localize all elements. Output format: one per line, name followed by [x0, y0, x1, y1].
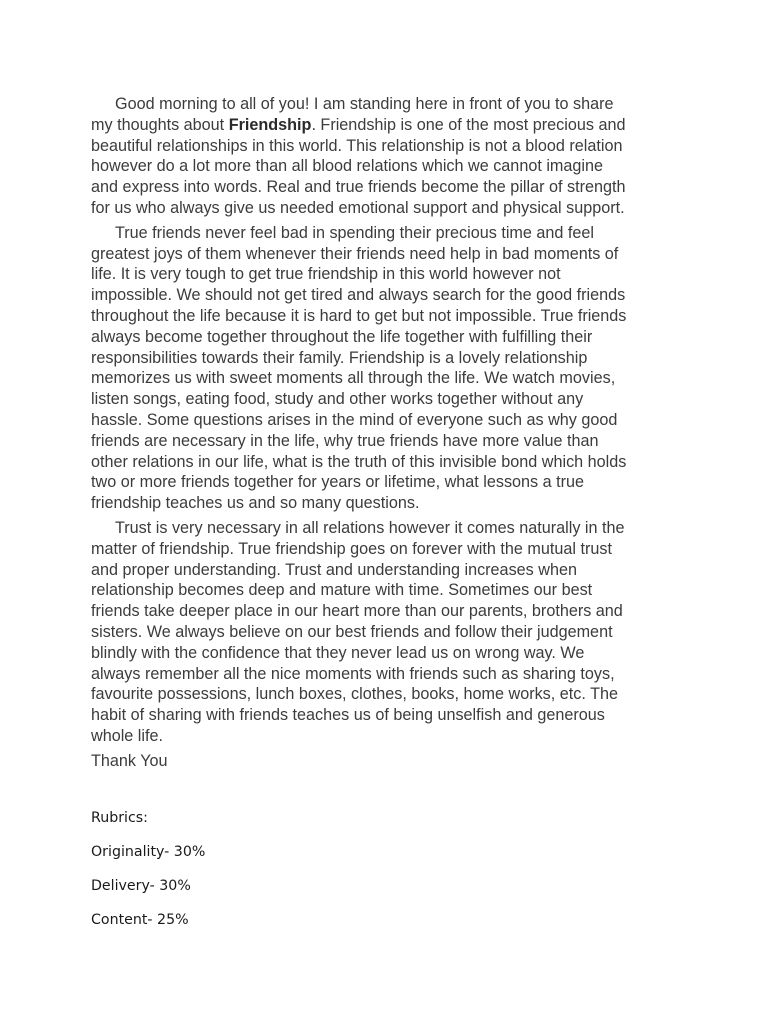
paragraph-line: Trust is very necessary in all relations however it comes naturally in the — [115, 518, 625, 537]
speech-body — [91, 94, 681, 772]
paragraph-line: always remember all the nice moments with friends such as sharing toys, — [91, 664, 615, 683]
paragraph-line: memorizes us with sweet moments all through the life. We watch movies, — [91, 369, 616, 388]
paragraph-line: relationship becomes deep and mature with time. Sometimes our best — [91, 581, 593, 600]
paragraph-line: friends take deeper place in our heart more than our parents, brothers and — [91, 602, 623, 621]
paragraph-line: and proper understanding. Trust and understanding increases when — [91, 560, 577, 579]
paragraph-line: and express into words. Real and true friends become the pillar of strength — [91, 178, 626, 197]
paragraph-line: throughout the life because it is hard to get but not impossible. True friends — [91, 306, 627, 325]
rubric-item-content: Content- 25% — [91, 912, 189, 928]
closing-line: Thank You — [91, 751, 168, 770]
text-run: . Friendship is one of the most precious and — [311, 115, 626, 134]
paragraph-line: greatest joys of them whenever their friends need help in bad moments of — [91, 244, 619, 263]
paragraph-line: two or more friends together for years or lifetime, what lessons a true — [91, 473, 585, 492]
paragraph-line: hassle. Some questions arises in the mind of everyone such as why good — [91, 410, 618, 429]
paragraph-line: impossible. We should not get tired and always search for the good friends — [91, 286, 626, 305]
text-run: my thoughts about — [91, 115, 229, 134]
paragraph-line: listen songs, eating food, study and other works together without any — [91, 390, 584, 409]
paragraph-line: sisters. We always believe on our best friends and follow their judgement — [91, 622, 613, 641]
paragraph-1 — [91, 94, 681, 219]
paragraph-line: responsibilities towards their family. Friendship is a lovely relationship — [91, 348, 588, 367]
paragraph-line: Good morning to all of you! I am standing here in front of you to share — [115, 95, 614, 113]
rubric-item-delivery: Delivery- 30% — [91, 878, 191, 894]
paragraph-line: whole life. — [91, 726, 163, 745]
paragraph-line: friends are necessary in the life, why true friends have more value than — [91, 431, 599, 450]
paragraph-line: beautiful relationships in this world. This relationship is not a blood relation — [91, 136, 623, 155]
paragraph-line: however do a lot more than all blood relations which we cannot imagine — [91, 157, 604, 176]
paragraph-line: for us who always give us needed emotional support and physical support. — [91, 198, 625, 217]
paragraph-line: friendship teaches us and so many questions. — [91, 494, 420, 513]
paragraph-line: favourite possessions, lunch boxes, clothes, books, home works, etc. The — [91, 685, 618, 704]
bold-word: Friendship — [228, 115, 312, 134]
rubrics-section — [91, 808, 205, 944]
paragraph-line — [91, 115, 681, 136]
paragraph-3 — [91, 518, 681, 747]
paragraph-line: True friends never feel bad in spending their precious time and feel — [115, 223, 595, 242]
paragraph-2 — [91, 223, 681, 514]
paragraph-line: other relations in our life, what is the truth of this invisible bond which holds — [91, 452, 627, 471]
rubric-item-originality: Originality- 30% — [91, 844, 206, 860]
paragraph-line: always become together throughout the life together with fulfilling their — [91, 327, 593, 346]
paragraph-line: blindly with the confidence that they never lead us on wrong way. We — [91, 643, 585, 662]
paragraph-line: habit of sharing with friends teaches us of being unselfish and generous — [91, 706, 605, 725]
paragraph-line: matter of friendship. True friendship goes on forever with the mutual trust — [91, 539, 612, 558]
paragraph-line: life. It is very tough to get true friendship in this world however not — [91, 265, 561, 284]
rubrics-heading: Rubrics: — [91, 810, 148, 826]
